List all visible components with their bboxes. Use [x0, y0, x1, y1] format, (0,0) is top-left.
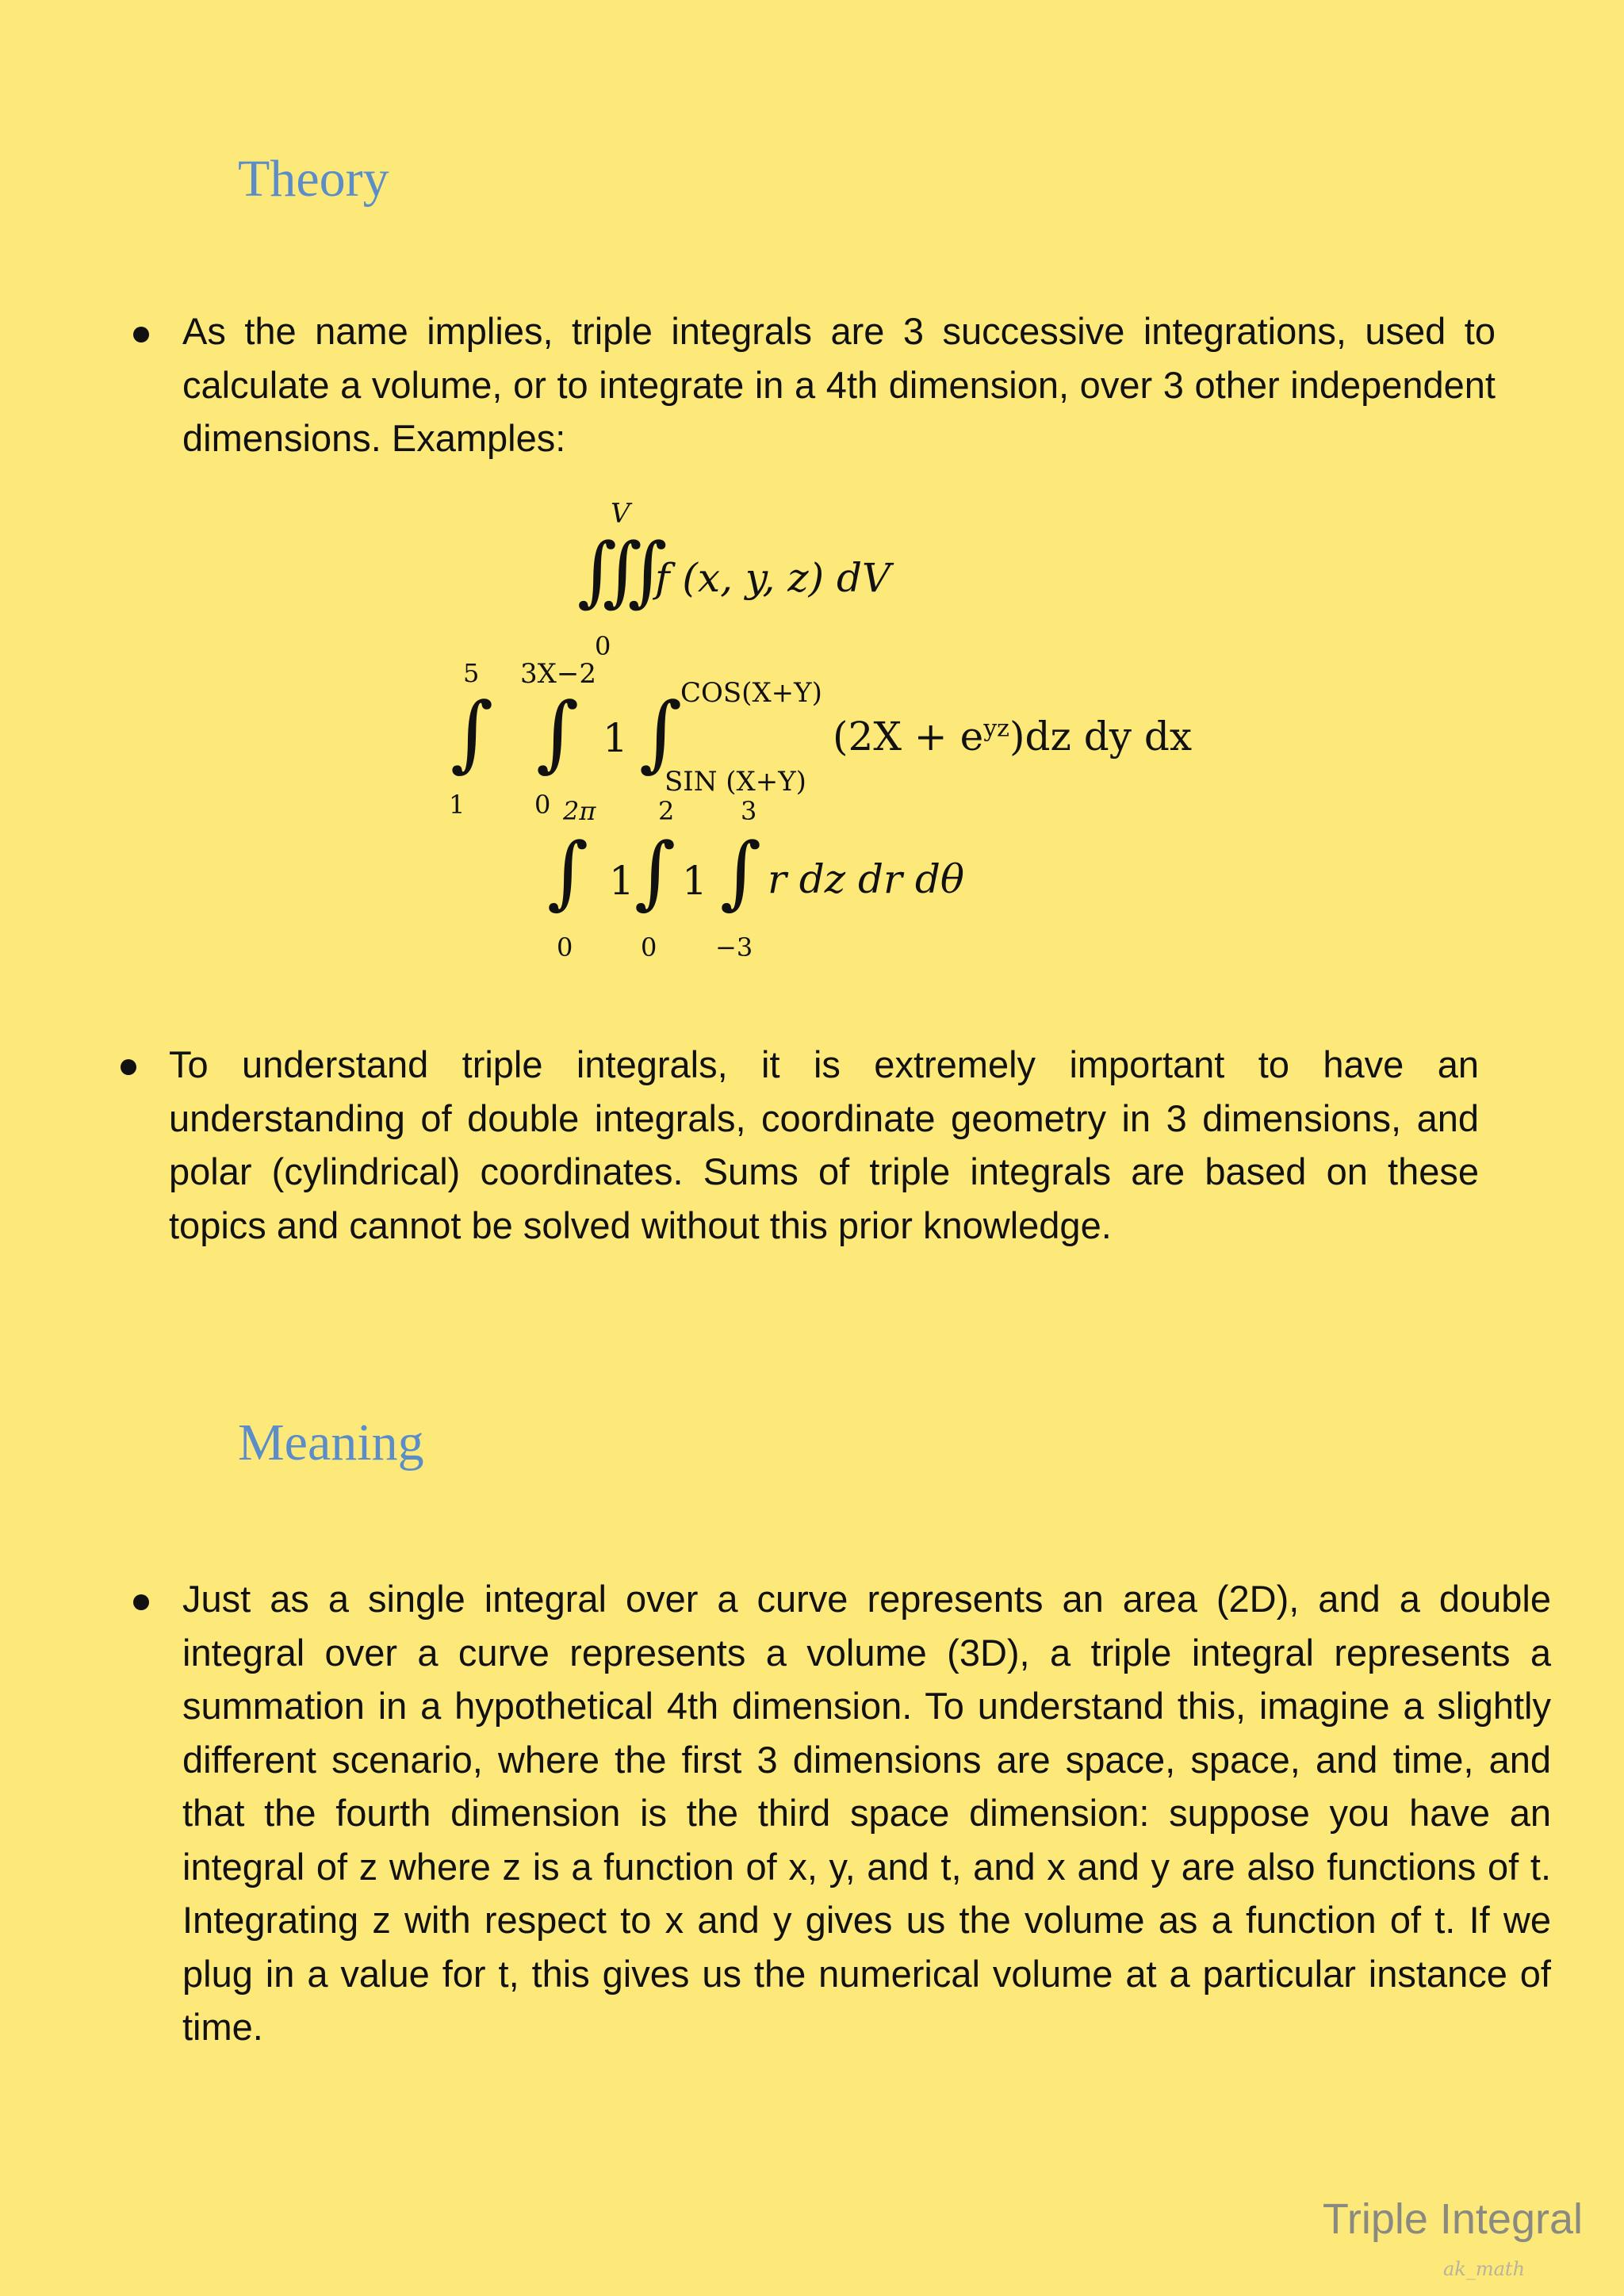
eq2-outer-upper-limit: 5: [463, 658, 480, 688]
bullet-icon: [133, 327, 149, 342]
eq2-inner-lower-limit: SIN (X+Y): [665, 766, 806, 798]
theory-heading: Theory: [238, 150, 389, 208]
eq2-middle-upper-limit: 3X−2: [520, 658, 596, 690]
theory-paragraph-1: As the name implies, triple integrals are 3 successive integrations, used to calculate a volume, or to integrate in a 4th dimension, over 3 other independent dimensions. Examples:: [182, 310, 1496, 459]
meaning-paragraph: Just as a single integral over a curve represents an area (2D), and a double integral over a curve represents a volume (3D), a triple integral represents a summation in a hypothetical 4th dimension. To understand this, imagine a slightly different scenario, where the first 3 dimensions are space, space, and time, and that the fourth dimension is the third space dimension: suppose you have an integral of z where z is a function of x, y, and t, and x and y are also functions of t. Integrating z with respect to x and y gives us the volume as a function of t. If we plug in a value for t, this gives us the numerical volume at a particular instance of time.: [182, 1578, 1551, 2048]
footer-title: Triple Integral: [1322, 2195, 1583, 2243]
eq2-integrand-tail: )dz dy dx: [1009, 714, 1193, 760]
eq3-coefficient-1: 1: [609, 858, 634, 904]
eq3-coefficient-2: 1: [682, 858, 707, 904]
integral-icon: ∫: [547, 825, 589, 918]
integral-icon: ∫: [720, 825, 762, 918]
eq2-integrand: [833, 714, 1192, 760]
integral-icon: ∫: [634, 825, 676, 918]
theory-paragraph-2: To understand triple integrals, it is extremely important to have an understanding of double integrals, coordinate geometry in 3 dimensions, and polar (cylindrical) coordinates. Sums of triple integrals are based on these topics and cannot be solved without this prior knowledge.: [169, 1043, 1479, 1246]
eq3-integrand: r dz dr dθ: [768, 856, 964, 902]
eq1-upper-limit: V: [611, 498, 630, 530]
eq3-outer-upper-limit: 2π: [563, 796, 596, 826]
integral-icon: ∫: [639, 684, 683, 781]
integral-icon: ∫: [450, 684, 494, 781]
eq2-outer-lower-limit: 1: [449, 790, 465, 820]
bullet-icon: [121, 1059, 136, 1075]
eq3-middle-upper-limit: 2: [658, 796, 675, 826]
integral-icon: ∫: [536, 684, 580, 781]
signature: ak_math: [1443, 2258, 1526, 2280]
bullet-icon: [133, 1594, 149, 1610]
eq2-integrand-head: (2X + e: [833, 714, 984, 760]
eq1-lower-limit: 0: [595, 631, 611, 661]
eq2-coefficient: 1: [603, 715, 628, 761]
triple-integral-icon: ∭: [577, 526, 668, 615]
eq2-inner-upper-limit: COS(X+Y): [680, 677, 822, 709]
eq3-inner-upper-limit: 3: [741, 796, 757, 826]
eq1-integrand: f (x, y, z) dV: [655, 555, 891, 601]
eq2-exponent: yz: [983, 714, 1009, 743]
eq3-inner-lower-limit: −3: [715, 932, 753, 962]
eq3-outer-lower-limit: 0: [557, 932, 573, 962]
meaning-heading: Meaning: [238, 1414, 424, 1471]
eq2-middle-lower-limit: 0: [534, 790, 551, 820]
eq3-middle-lower-limit: 0: [641, 932, 657, 962]
